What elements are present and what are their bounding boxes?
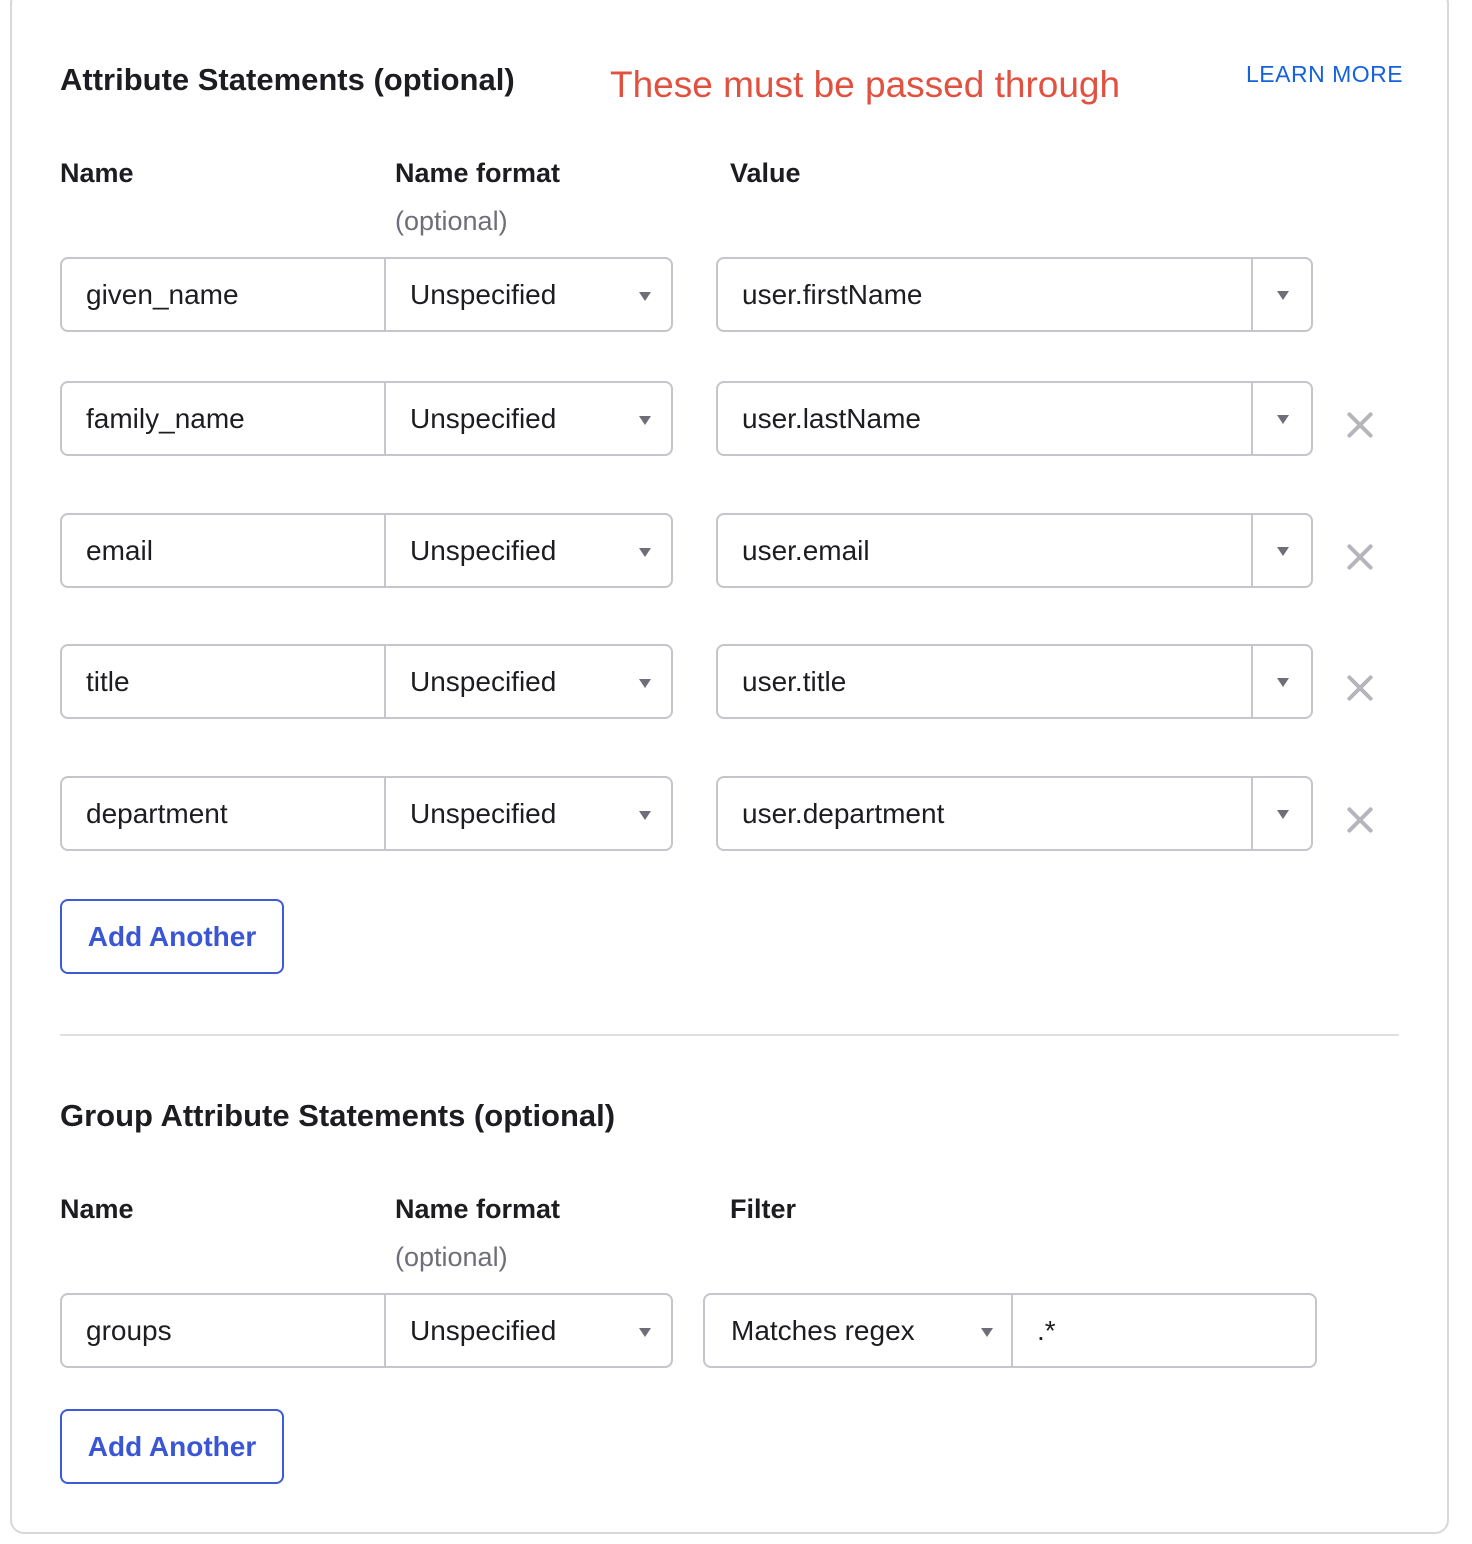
group-name-input[interactable]: groups	[60, 1293, 388, 1368]
group-attribute-statements-title: Group Attribute Statements (optional)	[60, 1098, 616, 1133]
add-another-attribute-button[interactable]: Add Another	[60, 899, 284, 974]
column-header-name-format: Name format	[395, 1194, 561, 1224]
attribute-name-input[interactable]: department	[60, 776, 388, 851]
column-header-optional: (optional)	[395, 1242, 508, 1272]
attribute-value-input[interactable]	[716, 776, 1313, 851]
caret-down-icon[interactable]	[1277, 291, 1289, 300]
attribute-value-text: user.title	[742, 665, 847, 697]
annotation-text: These must be passed through	[610, 64, 1121, 105]
name-format-value: Unspecified	[410, 665, 557, 697]
column-header-name-format: Name format	[395, 158, 561, 188]
name-format-value: Unspecified	[410, 402, 557, 434]
attribute-value-text: user.lastName	[742, 402, 921, 434]
caret-down-icon	[639, 416, 651, 425]
section-divider	[60, 1034, 1399, 1036]
attribute-value-text: user.department	[742, 797, 945, 829]
dropdown-divider	[1251, 515, 1253, 586]
attribute-name-input[interactable]: title	[60, 644, 388, 719]
caret-down-icon	[639, 548, 651, 557]
caret-down-icon[interactable]	[1277, 678, 1289, 687]
add-another-group-button[interactable]: Add Another	[60, 1409, 284, 1484]
dropdown-divider	[1251, 778, 1253, 849]
learn-more-link[interactable]: LEARN MORE	[1246, 61, 1404, 87]
group-name-format-select[interactable]	[384, 1293, 673, 1368]
column-header-name: Name	[60, 158, 134, 188]
name-format-value: Unspecified	[410, 797, 557, 829]
caret-down-icon	[639, 1328, 651, 1337]
name-format-value: Unspecified	[410, 1314, 557, 1346]
caret-down-icon	[639, 679, 651, 688]
filter-value-input[interactable]: .*	[1011, 1293, 1317, 1368]
column-header-name: Name	[60, 1194, 134, 1224]
caret-down-icon[interactable]	[1277, 547, 1289, 556]
attribute-statements-title: Attribute Statements (optional)	[60, 62, 515, 97]
attribute-value-text: user.firstName	[742, 278, 923, 310]
attribute-value-input[interactable]	[716, 381, 1313, 456]
caret-down-icon	[639, 811, 651, 820]
attribute-value-input[interactable]	[716, 644, 1313, 719]
filter-type-value: Matches regex	[731, 1314, 915, 1346]
attribute-value-input[interactable]	[716, 257, 1313, 332]
attribute-value-input[interactable]	[716, 513, 1313, 588]
close-x-icon[interactable]	[1345, 542, 1375, 572]
name-format-select[interactable]	[384, 644, 673, 719]
column-header-optional: (optional)	[395, 206, 508, 236]
name-format-value: Unspecified	[410, 534, 557, 566]
close-x-icon[interactable]	[1345, 673, 1375, 703]
caret-down-icon[interactable]	[1277, 810, 1289, 819]
caret-down-icon[interactable]	[1277, 415, 1289, 424]
attribute-name-input[interactable]: email	[60, 513, 388, 588]
name-format-value: Unspecified	[410, 278, 557, 310]
dropdown-divider	[1251, 259, 1253, 330]
filter-type-select[interactable]	[703, 1293, 1015, 1368]
caret-down-icon	[639, 292, 651, 301]
column-header-value: Value	[730, 158, 801, 188]
caret-down-icon	[981, 1328, 993, 1337]
attribute-name-input[interactable]: given_name	[60, 257, 388, 332]
dropdown-divider	[1251, 383, 1253, 454]
attribute-value-text: user.email	[742, 534, 870, 566]
name-format-select[interactable]	[384, 776, 673, 851]
name-format-select[interactable]	[384, 381, 673, 456]
close-x-icon[interactable]	[1345, 805, 1375, 835]
attribute-name-input[interactable]: family_name	[60, 381, 388, 456]
close-x-icon[interactable]	[1345, 410, 1375, 440]
name-format-select[interactable]	[384, 257, 673, 332]
dropdown-divider	[1251, 646, 1253, 717]
name-format-select[interactable]	[384, 513, 673, 588]
column-header-filter: Filter	[730, 1194, 797, 1224]
